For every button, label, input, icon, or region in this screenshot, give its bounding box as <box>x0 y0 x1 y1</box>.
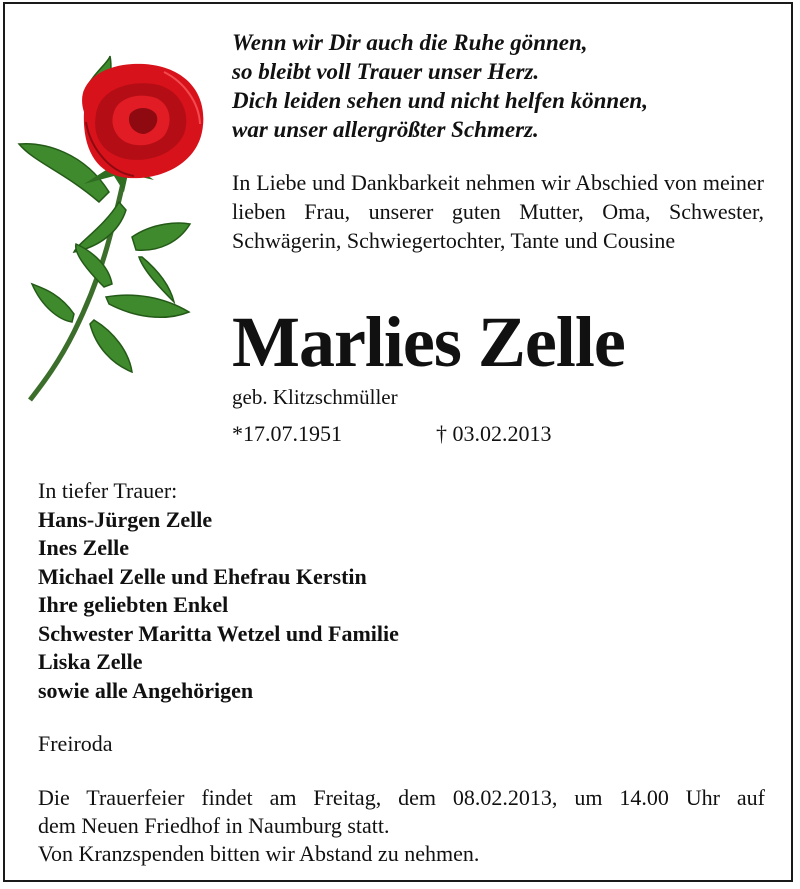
mourner-name: Michael Zelle und Ehefrau Kerstin <box>38 563 367 589</box>
mourner-name: Liska Zelle <box>38 649 143 674</box>
poem-line: Wenn wir Dir auch die Ruhe gönnen, <box>232 30 588 55</box>
mourner-name: Schwester Maritta Wetzel und Familie <box>38 620 399 646</box>
mourner-name: Ines Zelle <box>38 535 130 560</box>
place-name: Freiroda <box>38 731 113 756</box>
poem-line: so bleibt voll Trauer unser Herz. <box>232 59 540 84</box>
poem-line: war unser allergrößter Schmerz. <box>232 117 539 142</box>
farewell-text: In Liebe und Dankbarkeit nehmen wir Abschied von meiner lieben Frau, unserer guten Mutter, Oma, Schwester, Schwägerin, Schwiegertochter, Tante und Cousine <box>232 170 764 253</box>
funeral-service-info <box>38 784 765 868</box>
mourners-heading: In tiefer Trauer: <box>38 478 178 503</box>
service-line: dem Neuen Friedhof in Naumburg statt. <box>38 813 390 838</box>
mourner-name: Hans-Jürgen Zelle <box>38 506 213 532</box>
poem-line: Dich leiden sehen und nicht helfen können, <box>232 88 648 113</box>
birth-date: *17.07.1951 <box>232 421 342 446</box>
deceased-name: Marlies Zelle <box>232 302 625 382</box>
red-rose-image <box>14 52 214 412</box>
mourner-name: Ihre geliebten Enkel <box>38 592 229 617</box>
mourner-name: sowie alle Angehörigen <box>38 677 254 703</box>
service-line: Die Trauerfeier findet am Freitag, dem 08.02.2013, um 14.00 Uhr auf <box>38 785 765 810</box>
memorial-poem <box>232 28 772 144</box>
mourners-list <box>38 477 758 705</box>
service-line: Von Kranzspenden bitten wir Abstand zu nehmen. <box>38 841 480 866</box>
death-date: † 03.02.2013 <box>436 421 552 446</box>
maiden-name: geb. Klitzschmüller <box>232 385 398 409</box>
